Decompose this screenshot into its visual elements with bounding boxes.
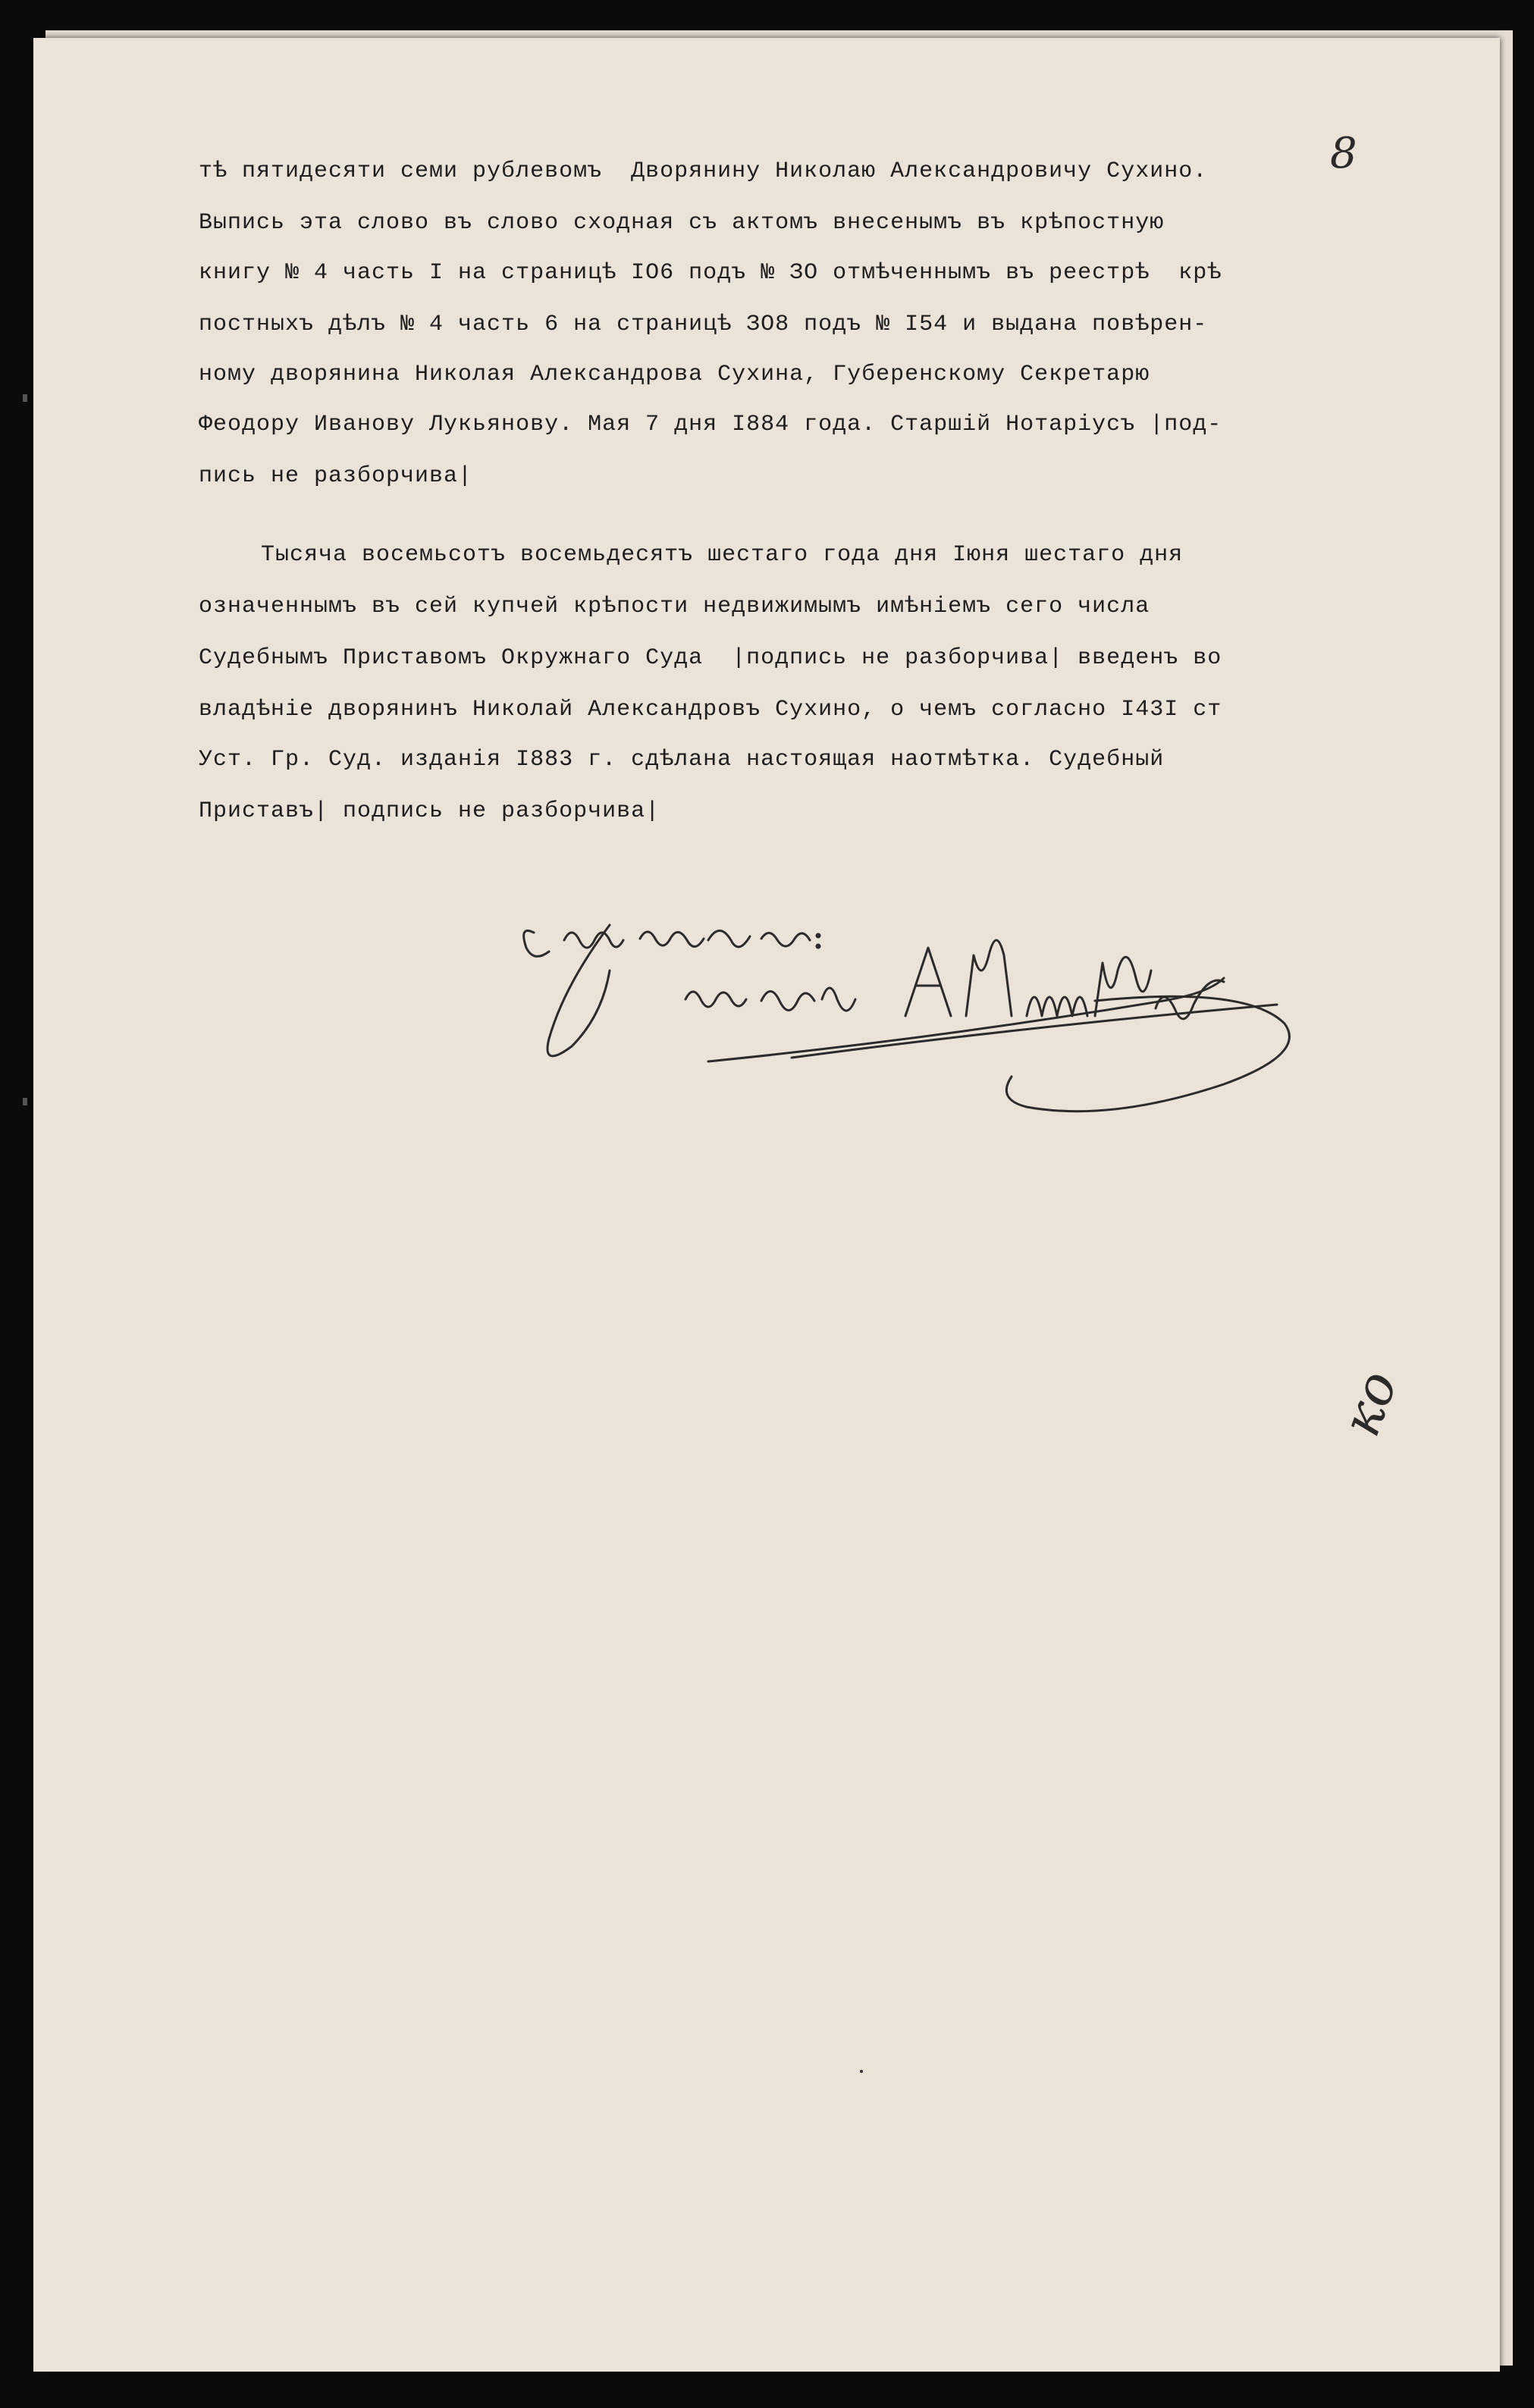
- text-line-7: пись не разборчива|: [199, 463, 473, 489]
- document-page: [33, 38, 1500, 2372]
- handwritten-signature: [519, 910, 1398, 1137]
- text-line-6: Феодору Иванову Лукьянову. Мая 7 дня I884 года. Старшій Нотаріусъ |под-: [199, 412, 1222, 437]
- text-line-11: владѣніе дворянинъ Николай Александровъ Сухино, о чемъ согласно I43I ст: [199, 697, 1222, 723]
- text-line-13: Приставъ| подпись не разборчива|: [199, 798, 660, 824]
- text-line-1: тѣ пятидесяти семи рублевомъ Дворянину Николаю Александровичу Сухино.: [199, 158, 1208, 184]
- text-line-10: Судебнымъ Приставомъ Окружнаго Суда |подпись не разборчива| введенъ во: [199, 645, 1222, 671]
- page-dot: [860, 2070, 863, 2073]
- margin-handwritten-note: ко: [1329, 1362, 1410, 1444]
- text-line-12: Уст. Гр. Суд. изданія I883 г. сдѣлана настоящая наотмѣтка. Судебный: [199, 747, 1165, 773]
- left-edge-mark: [23, 394, 27, 402]
- typed-text: [33, 38, 1500, 2372]
- left-edge-mark: [23, 1098, 27, 1105]
- text-line-3: книгу № 4 часть I на страницѣ IО6 подъ № ЗО отмѣченнымъ въ реестрѣ крѣ: [199, 260, 1222, 286]
- text-line-5: ному дворянина Николая Александрова Сухина, Губеренскому Секретарю: [199, 362, 1150, 387]
- text-line-4: постныхъ дѣлъ № 4 часть 6 на страницѣ ЗО8 подъ № I54 и выдана повѣрен-: [199, 312, 1208, 337]
- text-line-2: Выпись эта слово въ слово сходная съ актомъ внесенымъ въ крѣпостную: [199, 210, 1165, 236]
- text-line-8: Тысяча восемьсотъ восемьдесятъ шестаго года дня Іюня шестаго дня: [261, 542, 1184, 568]
- folio-number: 8: [1330, 129, 1357, 178]
- text-line-9: означеннымъ въ сей купчей крѣпости недвижимымъ имѣніемъ сего числа: [199, 594, 1150, 619]
